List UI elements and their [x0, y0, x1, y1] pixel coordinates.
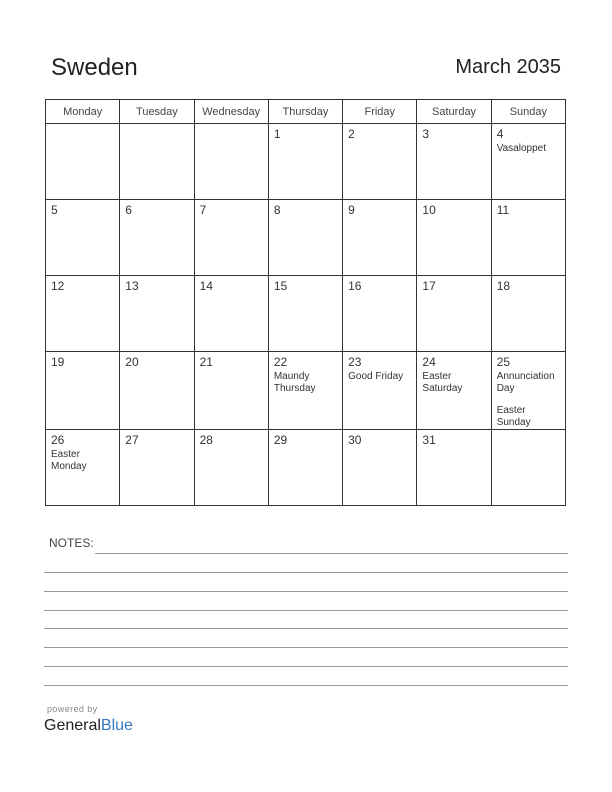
day-number: 3: [422, 127, 430, 141]
day-number: 5: [51, 203, 58, 217]
day-number: 7: [199, 203, 207, 217]
day-cell: [268, 124, 342, 200]
week-row: [46, 124, 566, 200]
day-cell: [417, 430, 491, 506]
note-line: [44, 628, 568, 629]
day-cell: [343, 352, 417, 430]
day-cell: [491, 430, 565, 506]
day-cell: [46, 352, 120, 430]
day-cell: [194, 352, 268, 430]
day-cell: [417, 200, 491, 276]
day-number: 28: [199, 433, 213, 447]
brand-blue-text: Blue: [100, 717, 133, 734]
weekday-header-row: [46, 100, 566, 124]
day-number: 10: [422, 203, 436, 217]
day-cell: [268, 430, 342, 506]
day-number: 23: [348, 355, 362, 369]
day-number: 2: [348, 127, 355, 141]
note-line: [44, 572, 568, 573]
day-cell: [120, 430, 194, 506]
note-line: [44, 685, 568, 686]
holiday-label: Good Friday: [348, 371, 404, 382]
week-row: [46, 352, 566, 430]
day-cell: [491, 352, 565, 430]
day-number: 8: [273, 203, 281, 217]
calendar-grid: [45, 99, 566, 506]
holiday-label: Vasaloppet: [496, 143, 546, 154]
day-cell: [46, 124, 120, 200]
day-cell: [343, 124, 417, 200]
note-line: [95, 553, 568, 554]
day-cell: [194, 200, 268, 276]
holiday-label: Easter Saturday: [422, 371, 463, 394]
day-number: 6: [125, 203, 132, 217]
day-cell: [120, 276, 194, 352]
day-number: 11: [496, 203, 510, 217]
day-cell: [343, 430, 417, 506]
note-line: [44, 666, 568, 667]
day-cell: [46, 430, 120, 506]
weekday-wednesday: Wednesday: [194, 100, 268, 124]
day-number: 16: [348, 279, 362, 293]
day-number: 25: [496, 355, 511, 369]
holiday-label: Easter Sunday: [496, 405, 531, 428]
day-cell: [120, 200, 194, 276]
day-number: 1: [273, 127, 281, 141]
month-title: March 2035: [455, 56, 561, 78]
day-number: 15: [273, 279, 288, 293]
day-cell: [46, 276, 120, 352]
day-number: 12: [51, 279, 65, 293]
country-title: Sweden: [51, 54, 138, 81]
day-number: 18: [496, 279, 511, 293]
holiday-label: Easter Monday: [51, 449, 87, 472]
day-cell: [46, 200, 120, 276]
day-number: 21: [199, 355, 213, 369]
week-row: [46, 200, 566, 276]
day-cell: [268, 200, 342, 276]
weekday-friday: Friday: [343, 100, 417, 124]
weekday-sunday: Sunday: [491, 100, 565, 124]
day-number: 20: [125, 355, 139, 369]
day-cell: [343, 200, 417, 276]
brand-general-text: General: [44, 717, 101, 734]
note-line: [44, 647, 568, 648]
day-cell: [491, 200, 565, 276]
note-line: [44, 610, 568, 611]
day-cell: [194, 124, 268, 200]
day-cell: [268, 352, 342, 430]
day-number: 27: [125, 433, 139, 447]
weekday-saturday: Saturday: [417, 100, 491, 124]
day-cell: [417, 352, 491, 430]
day-number: 24: [422, 355, 436, 369]
day-number: 9: [348, 203, 355, 217]
day-cell: [268, 276, 342, 352]
day-number: 4: [496, 127, 504, 141]
holiday-label: Maundy Thursday: [273, 371, 316, 394]
day-cell: [194, 276, 268, 352]
day-cell: [120, 352, 194, 430]
day-number: 17: [422, 279, 436, 293]
day-cell: [417, 276, 491, 352]
day-cell: [417, 124, 491, 200]
day-number: 29: [273, 433, 288, 447]
holiday-label: Annunciation Day: [496, 371, 555, 394]
weekday-thursday: Thursday: [268, 100, 342, 124]
day-cell: [491, 124, 565, 200]
day-number: 19: [51, 355, 65, 369]
day-cell: [343, 276, 417, 352]
day-number: 13: [125, 279, 139, 293]
note-line: [44, 591, 568, 592]
day-cell: [491, 276, 565, 352]
week-row: [46, 430, 566, 506]
day-number: 14: [199, 279, 213, 293]
day-number: 31: [422, 433, 436, 447]
powered-by-text: powered by: [47, 704, 98, 714]
week-row: [46, 276, 566, 352]
notes-label: NOTES:: [49, 536, 94, 550]
generalblue-logo: [44, 717, 133, 735]
day-number: 26: [51, 433, 65, 447]
day-number: 22: [273, 355, 288, 369]
day-cell: [194, 430, 268, 506]
weekday-monday: Monday: [46, 100, 120, 124]
day-cell: [120, 124, 194, 200]
day-number: 30: [348, 433, 362, 447]
weekday-tuesday: Tuesday: [120, 100, 194, 124]
